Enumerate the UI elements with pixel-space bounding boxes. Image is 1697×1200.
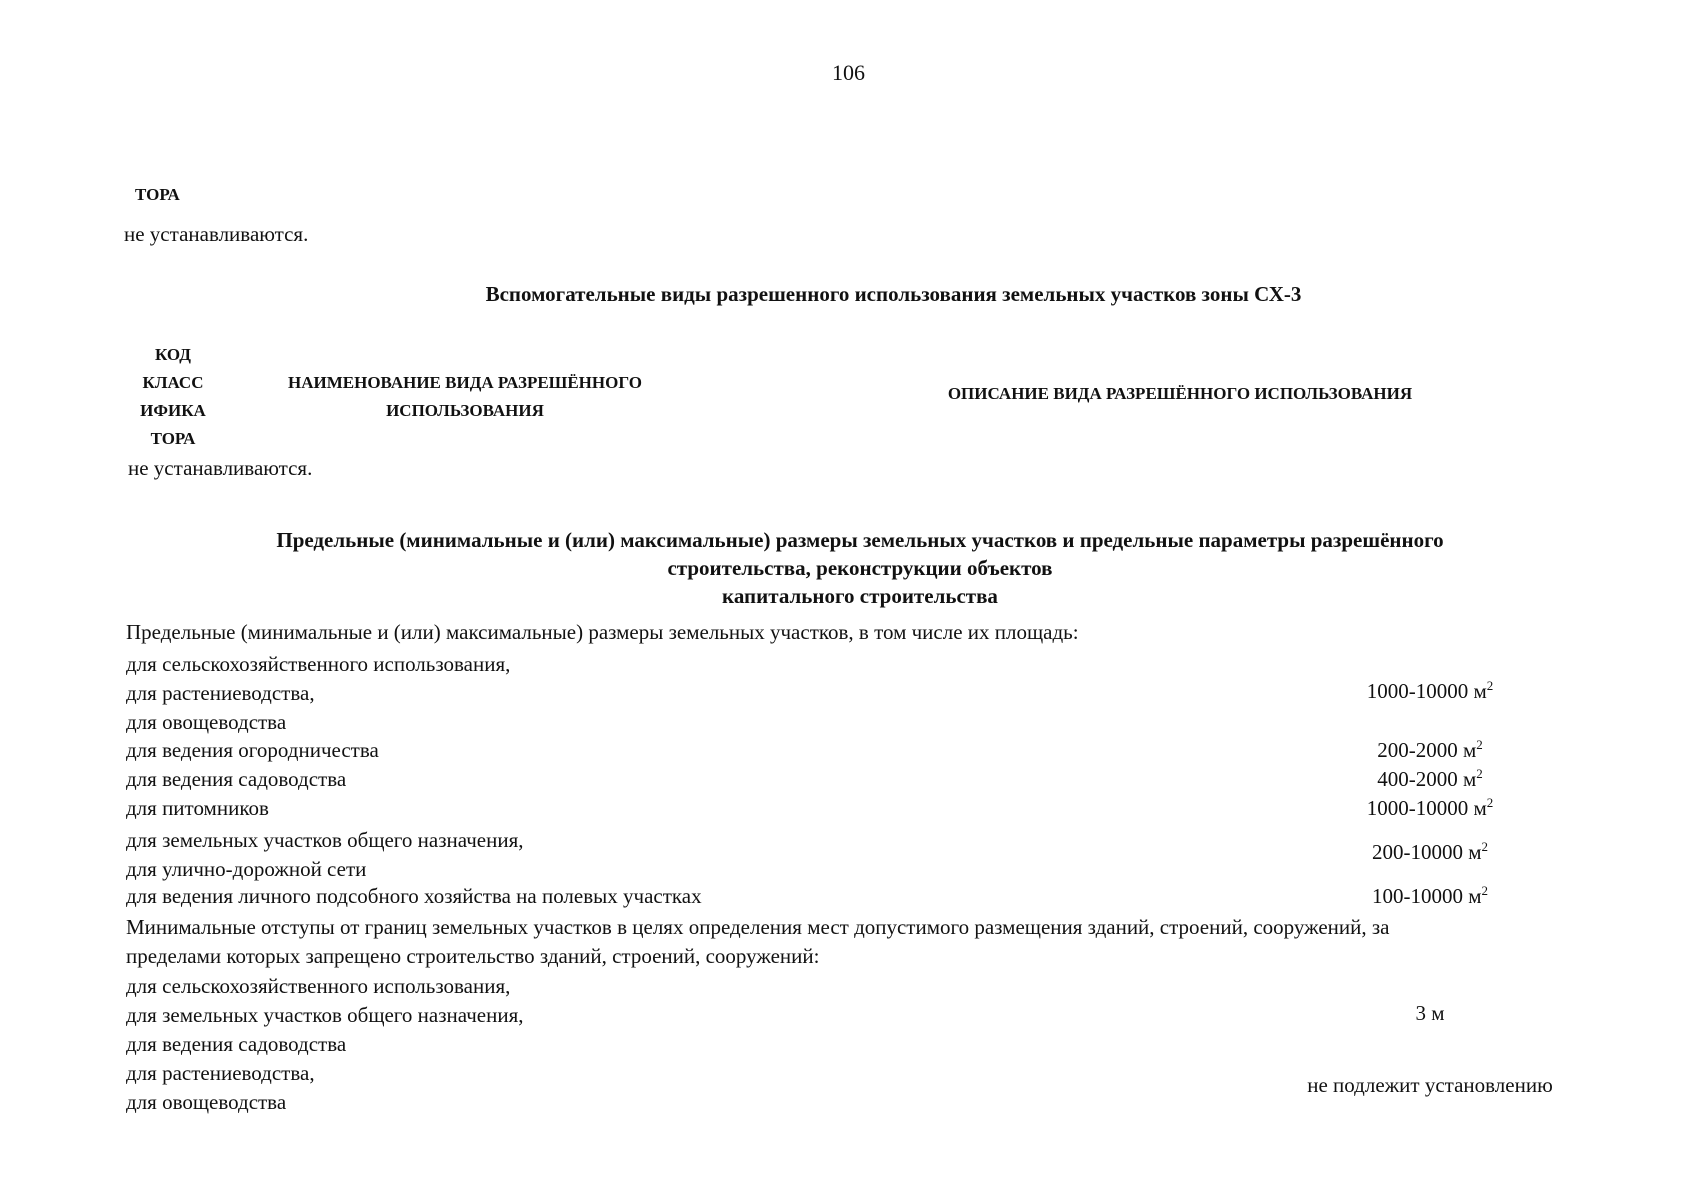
- code-column-header: [118, 341, 228, 453]
- size-value: 100-10000 $м^2$: [1371, 883, 1489, 908]
- auxiliary-uses-title: Вспомогательные виды разрешенного использования земельных участков зоны СХ-3: [485, 282, 1302, 306]
- size-row-line: для овощеводства: [126, 710, 287, 734]
- limits-title-line: строительства, реконструкции объектов: [667, 556, 1053, 580]
- size-row-label: для ведения личного подсобного хозяйства на полевых участках: [126, 884, 702, 908]
- page-number: 106: [832, 60, 865, 85]
- setback-row-line: для ведения садоводства: [126, 1032, 347, 1056]
- code-header-line: ТОРА: [150, 429, 196, 448]
- size-row-label: [126, 650, 510, 737]
- size-row-line: для растениеводства,: [126, 681, 315, 705]
- size-row-label: для ведения садоводства: [126, 767, 347, 791]
- description-column-header: ОПИСАНИЕ ВИДА РАЗРЕШЁННОГО ИСПОЛЬЗОВАНИЯ: [947, 384, 1413, 403]
- size-value: 1000-10000 $м^2$: [1366, 678, 1494, 703]
- limits-title: [120, 526, 1600, 610]
- setback-row-label: [126, 1059, 315, 1117]
- size-value: 200-2000 $м^2$: [1377, 737, 1483, 762]
- code-header-line: КЛАСС: [142, 373, 204, 392]
- size-row-label: для питомников: [126, 796, 269, 820]
- size-row-line: для улично-дорожной сети: [126, 857, 367, 881]
- size-value: 1000-10000 $м^2$: [1366, 795, 1494, 820]
- setback-row-line: для сельскохозяйственного использования,: [126, 974, 511, 998]
- sizes-intro: Предельные (минимальные и (или) максимальные) размеры земельных участков, в том числе их площадь:: [126, 620, 1079, 644]
- limits-title-line: Предельные (минимальные и (или) максимальные) размеры земельных участков и предельные параметры разрешённого: [276, 528, 1444, 552]
- setbacks-intro-line: Минимальные отступы от границ земельных участков в целях определения мест допустимого размещения зданий, строений, сооружений, за: [126, 915, 1390, 939]
- setback-value: 3 м: [1415, 1001, 1445, 1025]
- limits-title-line: капитального строительства: [722, 584, 998, 608]
- name-column-header: [255, 369, 675, 425]
- setback-row-label: [126, 972, 524, 1059]
- size-row-line: для сельскохозяйственного использования,: [126, 652, 511, 676]
- setback-row-line: для земельных участков общего назначения,: [126, 1003, 524, 1027]
- setback-value: не подлежит установлению: [1307, 1073, 1553, 1097]
- code-header-tail: ТОРА: [135, 185, 180, 204]
- setbacks-intro-line: пределами которых запрещено строительство зданий, строений, сооружений:: [126, 944, 820, 968]
- setback-row-line: для растениеводства,: [126, 1061, 315, 1085]
- size-value: 400-2000 $м^2$: [1377, 766, 1483, 791]
- name-header-line: НАИМЕНОВАНИЕ ВИДА РАЗРЕШЁННОГО: [288, 373, 642, 392]
- size-row-label: [126, 826, 524, 884]
- code-header-line: КОД: [155, 345, 191, 364]
- size-row-label: для ведения огородничества: [126, 738, 379, 762]
- size-row-line: для земельных участков общего назначения,: [126, 828, 524, 852]
- setback-row-line: для овощеводства: [126, 1090, 287, 1114]
- auxiliary-not-established-note: не устанавливаются.: [128, 456, 313, 480]
- code-header-line: ИФИКА: [140, 401, 206, 420]
- not-established-note: не устанавливаются.: [124, 222, 309, 246]
- name-header-line: ИСПОЛЬЗОВАНИЯ: [386, 401, 544, 420]
- size-value: 200-10000 $м^2$: [1371, 839, 1489, 864]
- setbacks-intro: [126, 913, 1390, 971]
